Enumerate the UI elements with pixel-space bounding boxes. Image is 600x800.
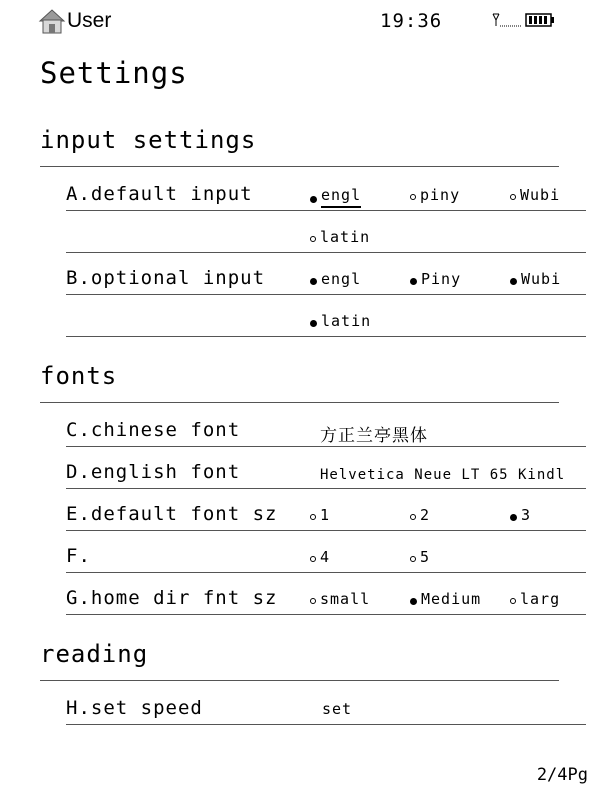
section-title-fonts: fonts — [40, 362, 118, 390]
home-dir-size-option-medium[interactable] — [410, 590, 481, 608]
optional-input-option-piny[interactable] — [410, 270, 461, 288]
page-title: Settings — [40, 56, 188, 90]
optional-input-label: B.optional input — [66, 267, 266, 289]
option-label: 1 — [320, 506, 331, 524]
divider — [66, 294, 586, 295]
divider — [40, 680, 559, 681]
radio-selected-icon — [510, 514, 517, 521]
option-label: Medium — [421, 590, 482, 608]
divider — [66, 530, 586, 531]
english-font-label: D.english font — [66, 461, 241, 483]
default-input-option-wubi[interactable] — [510, 186, 560, 204]
option-label: engl — [321, 270, 362, 288]
option-label: 4 — [320, 548, 331, 566]
default-font-size-label: E.default font sz — [66, 503, 278, 525]
divider — [66, 488, 586, 489]
divider — [66, 724, 586, 725]
page-indicator: 2/4Pg — [536, 765, 588, 785]
divider — [66, 336, 586, 337]
optional-input-option-wubi[interactable] — [510, 270, 561, 288]
divider — [66, 446, 586, 447]
optional-input-option-latin[interactable] — [310, 312, 371, 330]
radio-selected-icon — [410, 278, 417, 285]
default-input-option-piny[interactable] — [410, 186, 460, 204]
home-dir-font-size-label: G.home dir fnt sz — [66, 587, 278, 609]
section-title-reading: reading — [40, 640, 149, 668]
option-label: latin — [321, 312, 372, 330]
option-label: piny — [420, 186, 461, 204]
optional-input-option-engl[interactable] — [310, 270, 361, 288]
font-size-more-label: F. — [66, 545, 91, 567]
radio-selected-icon — [310, 320, 317, 327]
radio-empty-icon — [410, 194, 416, 200]
section-title-input-settings: input settings — [40, 126, 257, 154]
radio-empty-icon — [310, 598, 316, 604]
signal-icon — [490, 12, 522, 28]
divider — [66, 210, 586, 211]
english-font-value[interactable]: Helvetica Neue LT 65 Kindl — [320, 467, 566, 483]
radio-empty-icon — [410, 514, 416, 520]
set-speed-button[interactable]: set — [322, 700, 353, 718]
user-label: User — [67, 9, 112, 32]
default-input-option-latin[interactable] — [310, 228, 370, 246]
option-label: Wubi — [520, 186, 561, 204]
radio-empty-icon — [410, 556, 416, 562]
option-label: larg — [520, 590, 561, 608]
radio-selected-icon — [310, 278, 317, 285]
radio-empty-icon — [310, 514, 316, 520]
home-icon[interactable] — [38, 7, 66, 35]
font-size-option-3[interactable] — [510, 506, 531, 524]
radio-selected-icon — [510, 278, 517, 285]
radio-selected-icon — [310, 196, 317, 203]
option-label: small — [320, 590, 371, 608]
home-dir-size-option-small[interactable] — [310, 590, 370, 608]
clock: 19:36 — [380, 10, 443, 32]
battery-icon — [525, 12, 555, 28]
home-dir-size-option-larg[interactable] — [510, 590, 560, 608]
set-speed-label: H.set speed — [66, 697, 203, 719]
default-input-label: A.default input — [66, 183, 253, 205]
font-size-option-4[interactable] — [310, 548, 330, 566]
radio-empty-icon — [510, 194, 516, 200]
divider — [66, 252, 586, 253]
option-label: 2 — [420, 506, 431, 524]
divider — [40, 402, 559, 403]
option-label: Piny — [421, 270, 462, 288]
chinese-font-label: C.chinese font — [66, 419, 241, 441]
divider — [66, 614, 586, 615]
radio-empty-icon — [310, 556, 316, 562]
font-size-option-2[interactable] — [410, 506, 430, 524]
option-label: 3 — [521, 506, 532, 524]
option-label: latin — [320, 228, 371, 246]
default-input-option-engl[interactable] — [310, 186, 361, 208]
option-label: Wubi — [521, 270, 562, 288]
font-size-option-5[interactable] — [410, 548, 430, 566]
radio-empty-icon — [510, 598, 516, 604]
option-label: 5 — [420, 548, 431, 566]
option-label: engl — [321, 186, 361, 208]
divider — [40, 166, 559, 167]
radio-empty-icon — [310, 236, 316, 242]
chinese-font-value[interactable]: 方正兰亭黑体 — [320, 426, 428, 446]
font-size-option-1[interactable] — [310, 506, 330, 524]
radio-selected-icon — [410, 598, 417, 605]
divider — [66, 572, 586, 573]
